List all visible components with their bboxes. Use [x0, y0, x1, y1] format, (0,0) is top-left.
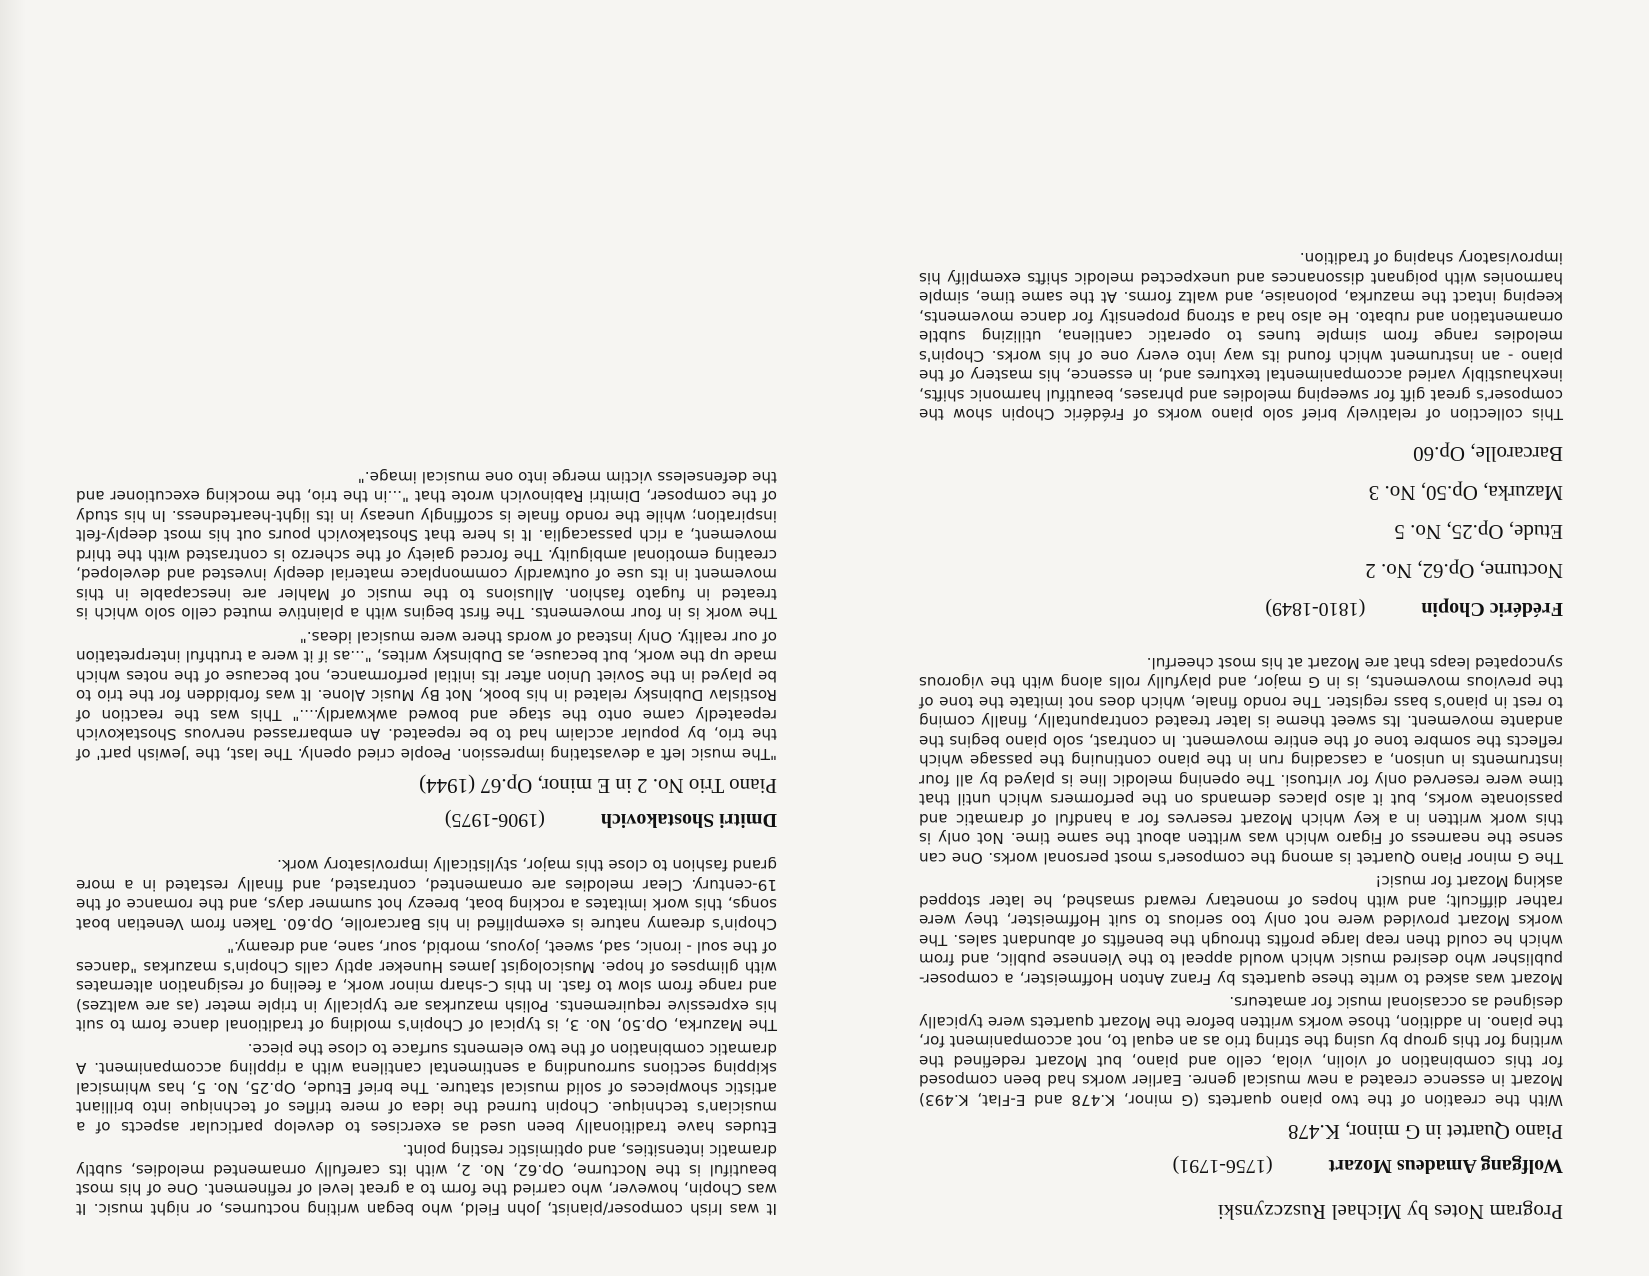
- composer-heading-shostakovich: [76, 808, 777, 831]
- work-title-chopin-1: Nocturne, Op.62, No. 2: [1365, 559, 1563, 584]
- shostakovich-paragraph-2: The work is in four movements. The first begins with a plaintive muted cello solo which is treated in fugato fashion. Allusions to the music of Mahler are inescapable in this movement in its use of outwardly commonplace material deeply invested and developed, creating emotional ambiguity. The forced gaiety of the scherzo is contrasted with the third movement, a rich passacaglia. It is here that Shostakovich pours out his most deeply-felt inspiration; while the rondo finale is scoffingly uneasy in its light-heartedness. In his study of the composer, Dimitri Rabinovich wrote that "...in the trio, the mocking executioner and the defenseless victim merge into one musical image.": [76, 468, 777, 623]
- work-title-mozart: Piano Quartet in G minor, K.478: [1287, 1120, 1563, 1144]
- chopin-paragraph-1: This collection of relatively brief solo piano works of Frédéric Chopin show the composer's great gift for sweeping melodies and phrases, beautiful harmonic shifts, inexhaustibly varied accompanimental textures and, in essence, his mastery of the piano - an instrument which found its way into every one of his works. Chopin's melodies range from simple tunes to operatic cantilena, utilizing subtle ornamentation and rubato. He also had a strong propensity for dance movements, keeping intact the mazurka, polonaise, and waltz forms. At the same time, simple harmonies with poignant dissonances and unexpected melodic shifts exemplify his improvisatory shaping of tradition.: [919, 249, 1563, 424]
- composer-name: Wolfgang Amadeus Mozart: [1328, 1155, 1563, 1177]
- mozart-paragraph-1: With the creation of the two piano quartets (G minor, K.478 and E-Flat, K.493) Mozart in essence created a new musical genre. Earlier works had been composed for this combination of violin, viola, cello and piano, but Mozart redefined the writing for this group by using the string trio as an equal to, not accompaniment for, the piano. In addition, those works written before the Mozart quartets were typically designed as occasional music for amateurs.: [919, 993, 1563, 1109]
- composer-name: Frédéric Chopin: [1421, 598, 1563, 621]
- mozart-paragraph-2: Mozart was asked to write these quartets by Franz Anton Hoffmeister, a composer-publisher who desired music which would appeal to the Viennese public, and from which he could then reap large profits through the benefits of abundant sales. The works Mozart provided were not only too serious to suit Hoffmeister, they were rather difficult; and with hopes of monetary reward smashed, he later stopped asking Mozart for music!: [919, 872, 1563, 988]
- shostakovich-paragraph-1: "The music left a devastating impression. People cried openly. The last, the 'Jewish part' of the trio, by popular acclaim had to be repeated. An embarrassed nervous Shostakovich repeatedly came onto the stage and bowed awkwardly...." This was the reaction of Rostislav Dubinsky related in his book, Not By Music Alone. It was forbidden for the trio to be played in the Soviet Union after its initial performance, not because of the notes which made up the work, but because, as Dubinsky writes, "...as if it were a truthful interpretation of our reality. Only instead of words there were musical ideas.": [76, 628, 777, 763]
- chopin-paragraph-4: The Mazurka, Op.50, No. 3, is typical of Chopin's molding of traditional dance form to suit his expressive requirements. Polish mazurkas are typically in triple meter (as are waltzes) and range from slow to fast. In this C-sharp minor work, a feeling of resignation alternates with glimpses of hope. Musicologist James Huneker aptly calls Chopin's mazurkas "dances of the soul - ironic, sad, sweet, joyous, morbid, sour, sane, and dreamy.": [76, 938, 777, 1035]
- work-title-chopin-2: Etude, Op.25, No. 5: [1394, 520, 1563, 545]
- chopin-paragraph-2: It was Irish composer/pianist, John Field, who began writing nocturnes, or night music. It was Chopin, however, who carried the form to a great level of refinement. One of his most beautiful is the Nocturne, Op.62, No. 2, with its carefully ornamented melodies, subtly dramatic intensities, and optimistic resting point.: [76, 1141, 777, 1218]
- composer-dates: (1756-1791): [1172, 1155, 1273, 1177]
- left-column: [849, 0, 1649, 1276]
- composer-dates: (1810-1849): [1265, 598, 1366, 621]
- chopin-work-list: [919, 442, 1563, 584]
- work-title-chopin-4: Barcarolle, Op.60: [1413, 442, 1563, 467]
- work-title-chopin-3: Mazurka, Op.50, No. 3: [1368, 481, 1563, 506]
- composer-name: Dmitri Shostakovich: [600, 809, 777, 831]
- chopin-paragraph-5: Chopin's dreamy nature is exemplified in his Barcarolle, Op.60. Taken from Venetian boat songs, this work imitates a rocking boat, breezy hot summer days, and the romance of the 19-century. Clear melodies are ornamented, contrasted, and finally restated in a more grand fashion to close this major, stylistically improvisatory work.: [76, 856, 777, 933]
- chopin-paragraph-3: Etudes have traditionally been used as exercises to develop particular aspects of a musician's technique. Chopin turned the idea of mere trifles of technique into brilliant artistic showpieces of solid musical stature. The brief Etude, Op.25, No. 5, has whimsical skipping sections surrounding a sentimental cantilena with a rippling accompaniment. A dramatic combination of the two elements surface to close the piece.: [76, 1040, 777, 1136]
- composer-heading-chopin: [919, 598, 1563, 621]
- work-title-shostakovich: Piano Trio No. 2 in E minor, Op.67 (1944): [419, 774, 777, 798]
- page-header: Program Notes by Michael Ruszczynski: [1217, 1200, 1563, 1224]
- composer-dates: (1906-1975): [444, 809, 545, 831]
- composer-heading-mozart: [919, 1154, 1563, 1177]
- mozart-paragraph-3: The G minor Piano Quartet is among the composer's most personal works. One can sense the nearness of Figaro which was written about the same time. Not only is this work written in a key which Mozart reserves for a handful of dramatic and passionate works, but it also places demands on the performers which until that time were reserved only for virtuosi. The opening melodic line is played by all four instruments in unison, a cascading run in the piano continuing the passage which reflects the sombre tone of the entire movement. In contrast, solo piano begins the andante movement. Its sweet theme is later treated contrapuntally, finally coming to rest in piano's bass register. The rondo finale, which does not imitate the tone of the previous movements, is in G major, and playfully rolls along with the vigorous syncopated leaps that are Mozart at his most cheerful.: [919, 654, 1563, 867]
